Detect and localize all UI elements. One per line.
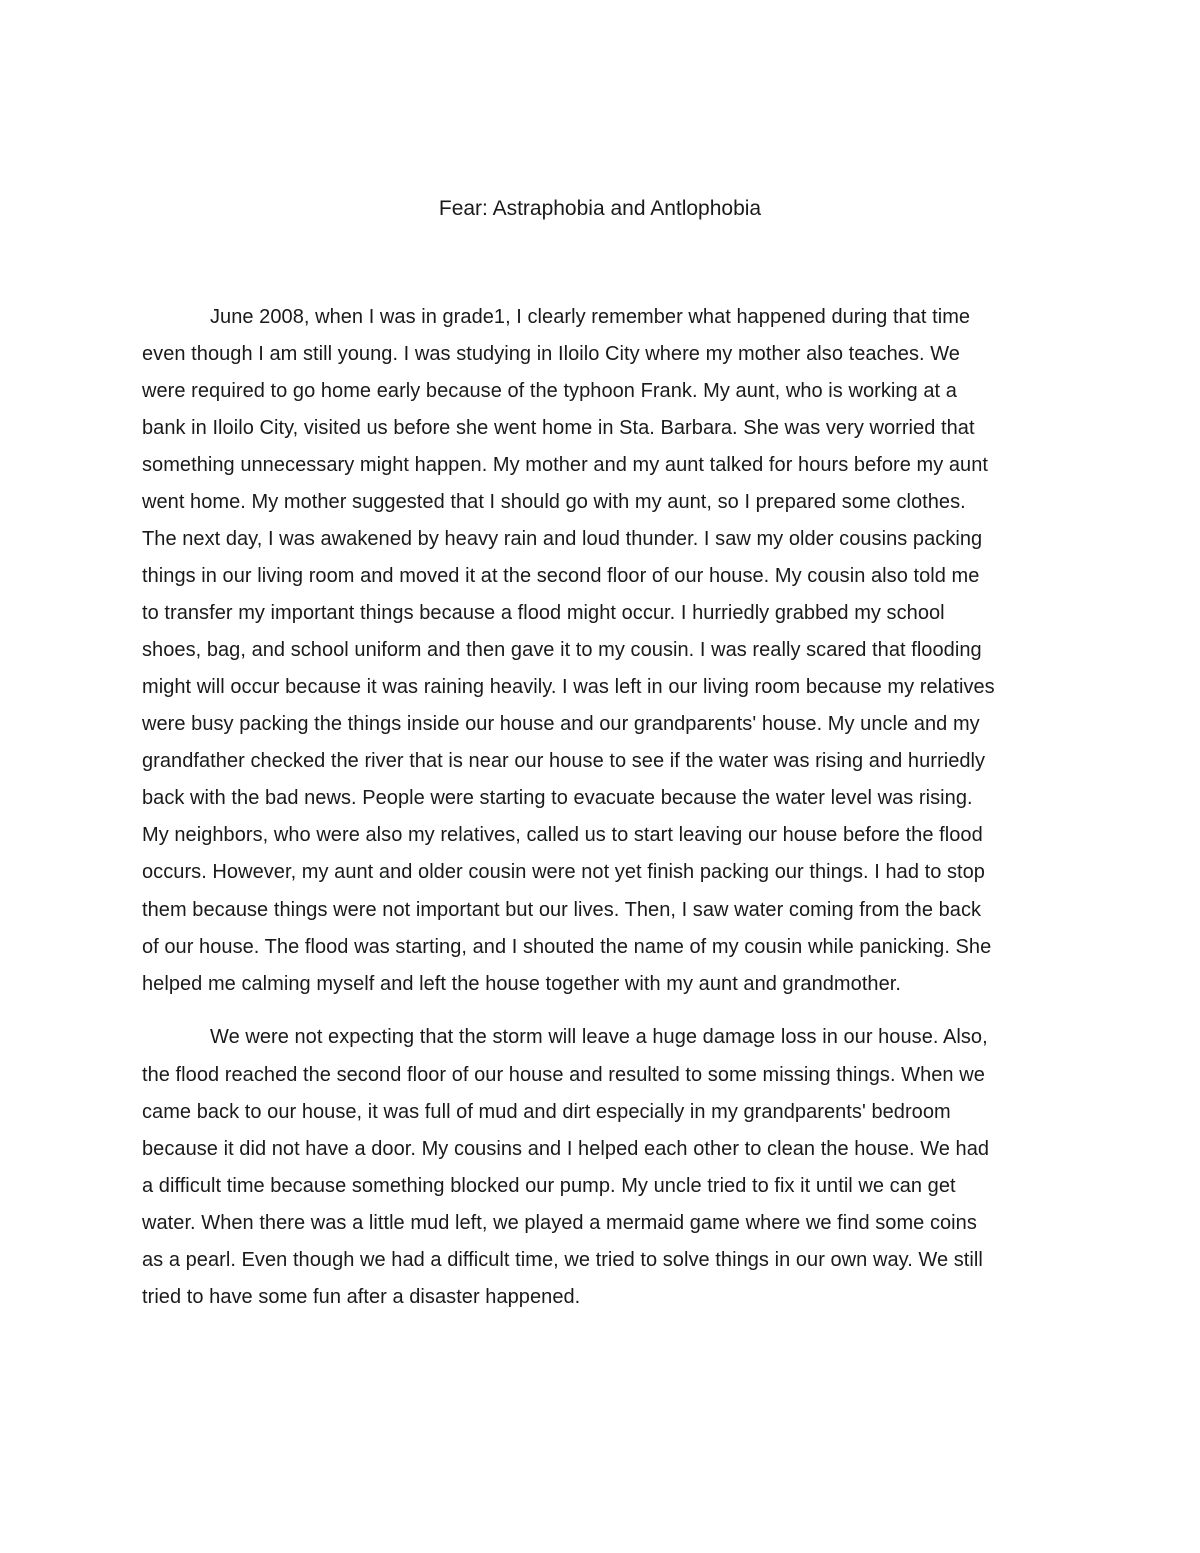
paragraph-line: grandfather checked the river that is near our house to see if the water was rising and hurriedly: [142, 750, 986, 772]
document-title: Fear: Astraphobia and Antlophobia: [438, 197, 762, 220]
paragraph-line: as a pearl. Even though we had a difficult time, we tried to solve things in our own way. We still: [142, 1249, 983, 1271]
paragraph-line: tried to have some fun after a disaster happened.: [142, 1286, 581, 1308]
paragraph-line: bank in Iloilo City, visited us before she went home in Sta. Barbara. She was very worried that: [142, 417, 975, 439]
paragraph-line: shoes, bag, and school uniform and then gave it to my cousin. I was really scared that flooding: [142, 639, 982, 661]
paragraph-line: them because things were not important but our lives. Then, I saw water coming from the back: [142, 899, 982, 921]
paragraph-line: things in our living room and moved it at the second floor of our house. My cousin also told me: [142, 565, 980, 587]
paragraph-line: My neighbors, who were also my relatives, called us to start leaving our house before the flood: [142, 824, 983, 846]
paragraph-line: because it did not have a door. My cousins and I helped each other to clean the house. We had: [142, 1138, 990, 1160]
paragraph-line: were busy packing the things inside our house and our grandparents' house. My uncle and my: [142, 713, 980, 735]
paragraph-line: came back to our house, it was full of mud and dirt especially in my grandparents' bedroom: [142, 1101, 951, 1123]
paragraph-line: water. When there was a little mud left, we played a mermaid game where we find some coins: [142, 1212, 977, 1234]
paragraph-line: something unnecessary might happen. My mother and my aunt talked for hours before my aunt: [142, 454, 989, 476]
paragraph-line: even though I am still young. I was studying in Iloilo City where my mother also teaches. We: [142, 343, 960, 365]
paragraph-line: The next day, I was awakened by heavy rain and loud thunder. I saw my older cousins packing: [142, 528, 983, 550]
paragraph-line: We were not expecting that the storm will leave a huge damage loss in our house. Also,: [210, 1026, 988, 1048]
paragraph-line: back with the bad news. People were starting to evacuate because the water level was rising.: [142, 787, 973, 809]
paragraph-line: a difficult time because something blocked our pump. My uncle tried to fix it until we can get: [142, 1175, 956, 1197]
paragraph-line: helped me calming myself and left the house together with my aunt and grandmother.: [142, 973, 901, 995]
paragraph-line: went home. My mother suggested that I should go with my aunt, so I prepared some clothes.: [142, 491, 966, 513]
paragraph-line: of our house. The flood was starting, and I shouted the name of my cousin while panicking. She: [142, 936, 992, 958]
paragraph-line: the flood reached the second floor of our house and resulted to some missing things. When we: [142, 1064, 985, 1086]
paragraph-line: to transfer my important things because a flood might occur. I hurriedly grabbed my school: [142, 602, 945, 624]
paragraph-line: June 2008, when I was in grade1, I clearly remember what happened during that time: [210, 306, 971, 328]
paragraph-line: might will occur because it was raining heavily. I was left in our living room because my relatives: [142, 676, 995, 698]
paragraph-line: occurs. However, my aunt and older cousin were not yet finish packing our things. I had to stop: [142, 861, 985, 883]
paragraph-line: were required to go home early because of the typhoon Frank. My aunt, who is working at a: [142, 380, 957, 402]
